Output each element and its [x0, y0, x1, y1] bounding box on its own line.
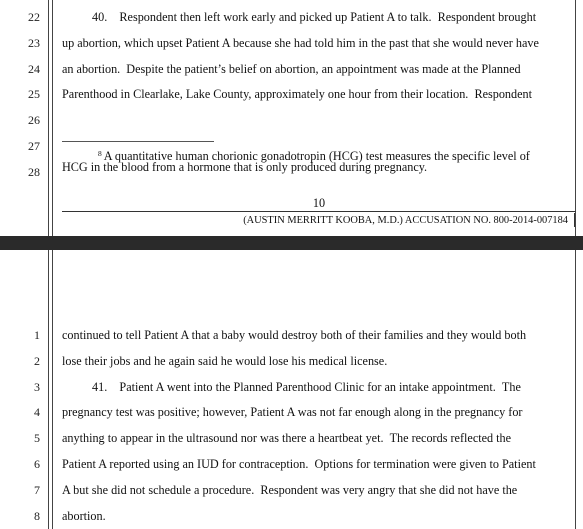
body-text-line: A but she did not schedule a procedure. Respondent was very angry that she did not have the: [62, 482, 518, 497]
body-text-line: Patient A reported using an IUD for contraception. Options for termination were given to Patient: [62, 457, 536, 471]
body-text-line: up abortion, which upset Patient A because she had told him in the past that she would never have: [62, 35, 539, 50]
footer-tick: [574, 213, 575, 227]
margin-rule: [52, 250, 53, 529]
margin-rule: [48, 0, 49, 236]
body-text-line: lose their jobs and he again said he would lose his medical license.: [62, 353, 388, 368]
line-number: 25: [28, 87, 40, 102]
line-number: 24: [28, 61, 40, 76]
body-text-line: continued to tell Patient A that a baby would destroy both of their families and they would both: [62, 328, 527, 342]
page-number: 10: [312, 196, 326, 210]
line-number: 23: [28, 35, 40, 50]
line-number: 27: [28, 139, 40, 153]
body-text-line: an abortion. Despite the patient’s belief on abortion, an appointment was made at the Planned: [62, 61, 521, 76]
line-number: 8: [34, 508, 40, 523]
footer-rule: [62, 211, 576, 212]
line-number: 2: [34, 353, 40, 368]
line-number: 1: [34, 328, 40, 342]
body-text-line: 41. Patient A went into the Planned Parenthood Clinic for an intake appointment. The: [92, 379, 521, 394]
body-text-line: 40. Respondent then left work early and picked up Patient A to talk. Respondent brought: [92, 10, 537, 24]
line-number: 3: [34, 379, 40, 394]
body-text-line: anything to appear in the ultrasound nor was there a heartbeat yet. The records reflected the: [62, 431, 512, 446]
body-text-line: Parenthood in Clearlake, Lake County, approximately one hour from their location. Respondent: [62, 87, 532, 102]
body-text-line: abortion.: [62, 508, 106, 523]
line-number: 7: [34, 482, 40, 497]
footnote-marker: 8: [98, 149, 102, 158]
pleading-page-upper: [0, 0, 583, 236]
page-break-divider: [0, 236, 583, 250]
footnote-text: A quantitative human chorionic gonadotropin (HCG) test measures the specific level of: [103, 149, 530, 163]
line-number: 28: [28, 164, 40, 179]
line-number: 6: [34, 457, 40, 471]
footnote-separator: [62, 141, 214, 142]
pleading-page-lower: [0, 250, 583, 529]
footnote-text: HCG in the blood from a hormone that is only produced during pregnancy.: [62, 160, 428, 174]
line-number: 5: [34, 431, 40, 446]
line-number: 22: [28, 10, 40, 24]
line-number: 26: [28, 113, 40, 128]
line-number: 4: [34, 405, 40, 420]
document-footer: (AUSTIN MERRITT KOOBA, M.D.) ACCUSATION NO. 800-2014-007184: [243, 215, 568, 226]
body-text-line: pregnancy test was positive; however, Patient A was not far enough along in the pregnancy for: [62, 405, 523, 420]
margin-rule: [52, 0, 53, 236]
footnote-line: [62, 160, 576, 174]
margin-rule: [48, 250, 49, 529]
